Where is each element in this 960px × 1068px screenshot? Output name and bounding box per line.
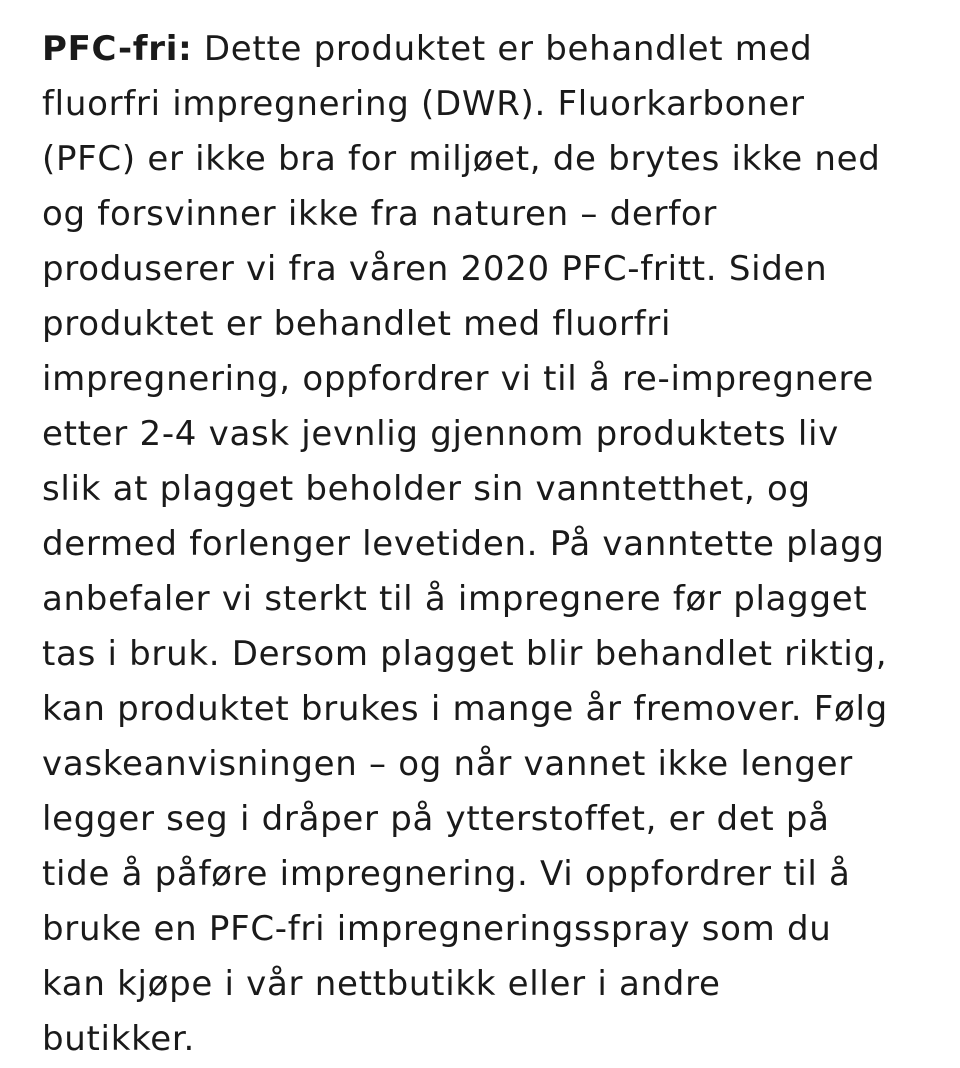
pfc-line: (PFC) er ikke bra for miljøet, de brytes ikke ned bbox=[42, 139, 881, 179]
pfc-first-line-text: Dette produktet er behandlet med bbox=[192, 29, 813, 69]
pfc-line: tide å påføre impregnering. Vi oppfordrer til å bbox=[42, 854, 851, 894]
pfc-line: vaskeanvisningen – og når vannet ikke lenger bbox=[42, 744, 853, 784]
pfc-heading: PFC-fri: bbox=[42, 29, 193, 69]
pfc-line: butikker. bbox=[42, 1019, 195, 1059]
pfc-line: slik at plagget beholder sin vanntetthet, og bbox=[42, 469, 811, 509]
pfc-line: produserer vi fra våren 2020 PFC-fritt. Siden bbox=[42, 249, 828, 289]
pfc-line: og forsvinner ikke fra naturen – derfor bbox=[42, 194, 718, 234]
pfc-line: kan kjøpe i vår nettbutikk eller i andre bbox=[42, 964, 721, 1004]
pfc-first-line bbox=[42, 22, 940, 77]
pfc-line: kan produktet brukes i mange år fremover. Følg bbox=[42, 689, 888, 729]
pfc-line: dermed forlenger levetiden. På vanntette plagg bbox=[42, 524, 885, 564]
pfc-line: impregnering, oppfordrer vi til å re-impregnere bbox=[42, 359, 875, 399]
pfc-line: produktet er behandlet med fluorfri bbox=[42, 304, 672, 344]
pfc-line: etter 2-4 vask jevnlig gjennom produktets liv bbox=[42, 414, 839, 454]
pfc-line: tas i bruk. Dersom plagget blir behandlet riktig, bbox=[42, 634, 888, 674]
pfc-line: bruke en PFC-fri impregneringsspray som du bbox=[42, 909, 832, 949]
pfc-line: fluorfri impregnering (DWR). Fluorkarboner bbox=[42, 84, 805, 124]
pfc-line: anbefaler vi sterkt til å impregnere før plagget bbox=[42, 579, 868, 619]
pfc-line: legger seg i dråper på ytterstoffet, er det på bbox=[42, 799, 830, 839]
